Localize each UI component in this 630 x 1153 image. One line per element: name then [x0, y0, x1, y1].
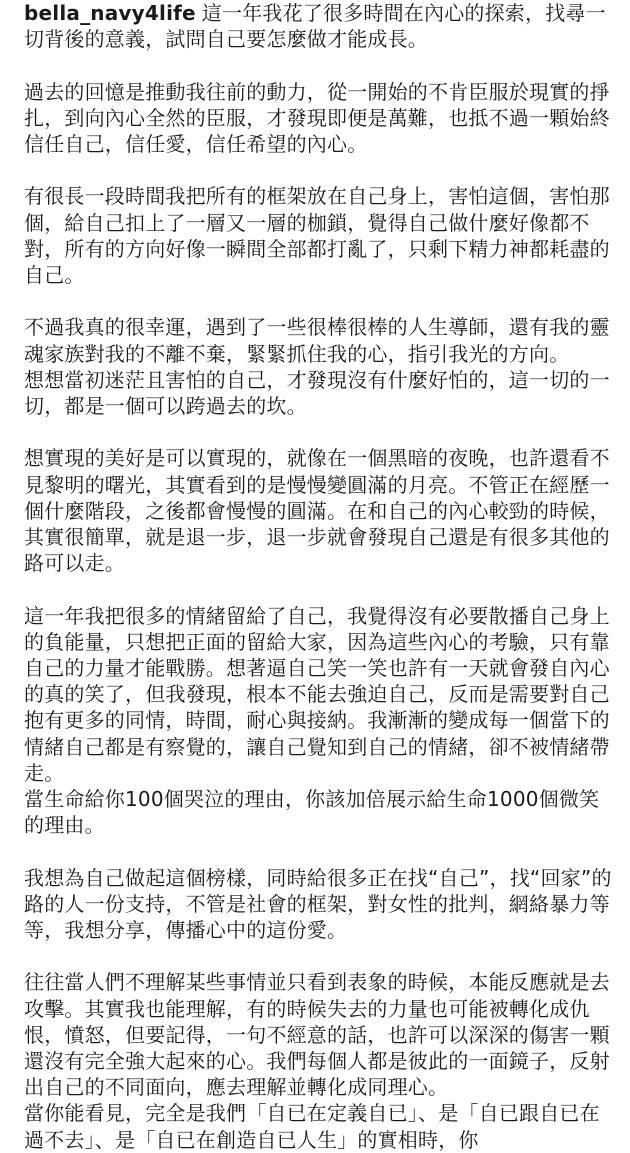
caption-paragraph-4: 不過我真的很幸運，遇到了一些很棒很棒的人生導師，還有我的靈魂家族對我的不離不棄，緊緊抓住我的心，指引我光的方向。 [24, 315, 610, 366]
caption-paragraph-11: 當你能看見，完全是我們「自已在定義自已」、是「自已跟自已在過不去」、是「自已在創造自已人生」的實相時，你 [24, 1101, 600, 1152]
paragraph-text: 這一年我花了很多時間在內心的探索，找尋一切背後的意義，試問自己要怎麼做才能成長。 [24, 1, 606, 52]
caption-paragraph-7: 這一年我把很多的情緒留給了自己，我覺得沒有必要散播自己身上的負能量，只想把正面的留給大家，因為這些內心的考驗，只有靠自己的力量才能戰勝。想著逼自己笑一笑也許有一天就會發自內心的真的笑了，但我發現，根本不能去強迫自己，反而是需要對自己抱有更多的同情，時間，耐心與接納。我漸漸的變成每一個當下的情緒自己都是有察覺的，讓自己覺知到自己的情緒，卻不被情緒帶走。 [24, 603, 610, 785]
caption-paragraph-6: 想實現的美好是可以實現的，就像在一個黑暗的夜晚，也許還看不見黎明的曙光，其實看到的是慢慢變圓滿的月亮。不管正在經歷一個什麼階段，之後都會慢慢的圓滿。在和自己的內心較勁的時候，其實很簡單，就是退一步，退一步就會發現自己還是有很多其他的路可以走。 [24, 446, 610, 576]
caption-paragraph-1 [24, 0, 614, 52]
caption-paragraph-2: 過去的回憶是推動我往前的動力，從一開始的不肯臣服於現實的掙扎，到向內心全然的臣服，才發現即便是萬難，也抵不過一顆始終信任自己，信任愛，信任希望的內心。 [24, 79, 610, 156]
caption-paragraph-5: 想想當初迷茫且害怕的自己，才發現沒有什麼好怕的，這一切的一切，都是一個可以跨過去的坎。 [24, 367, 610, 418]
caption-paragraph-10: 往往當人們不理解某些事情並只看到表象的時候，本能反應就是去攻擊。其實我也能理解，有的時候失去的力量也可能被轉化成仇恨，憤怒，但要記得，一句不經意的話，也許可以深深的傷害一顆還沒有完全強大起來的心。我們每個人都是彼此的一面鏡子，反射出自己的不同面向，應去理解並轉化成同理心。 [24, 970, 610, 1100]
caption-paragraph-8: 當生命給你100個哭泣的理由，你該加倍展示給生命1000個微笑的理由。 [24, 787, 600, 838]
post-caption [24, 0, 614, 1153]
username-link[interactable]: bella_navy4life [24, 1, 196, 25]
caption-paragraph-9: 我想為自己做起這個榜樣，同時給很多正在找“自己”，找“回家”的路的人一份支持，不管是社會的框架，對女性的批判，網絡暴力等等，我想分享，傳播心中的這份愛。 [24, 865, 612, 943]
caption-paragraph-3: 有很長一段時間我把所有的框架放在自己身上，害怕這個，害怕那個，給自己扣上了一層又一層的枷鎖，覺得自己做什麼好像都不對，所有的方向好像一瞬間全部都打亂了，只剩下精力神都耗盡的自己。 [24, 184, 610, 287]
